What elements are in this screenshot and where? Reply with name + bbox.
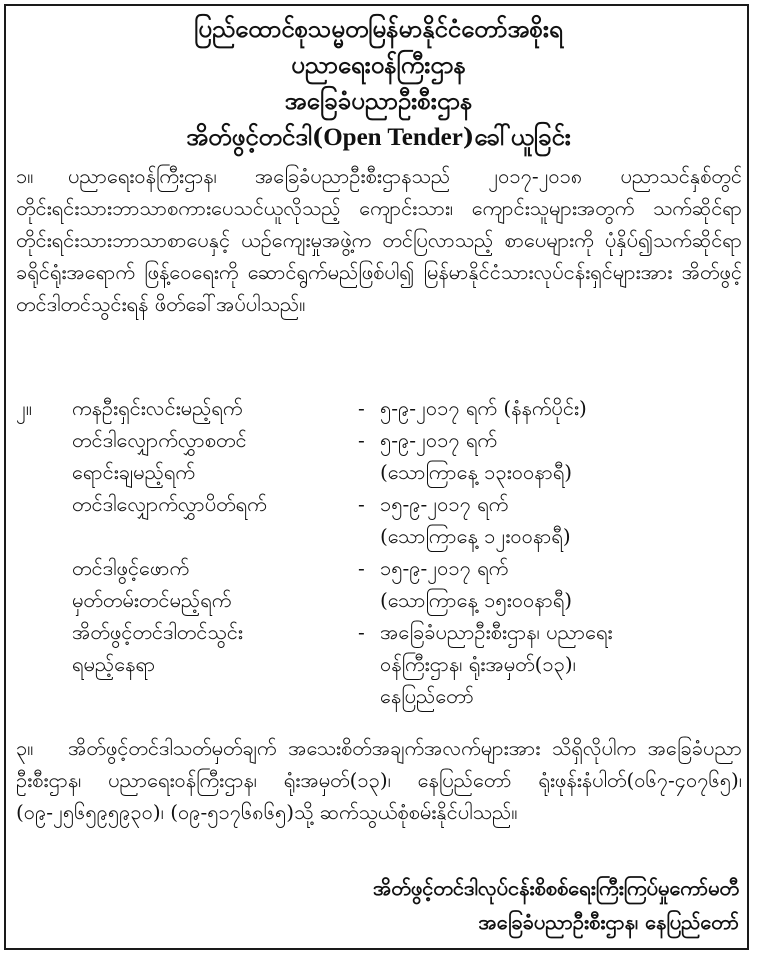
schedule-value-line: နေပြည်တော် <box>380 684 474 708</box>
header-government: ပြည်ထောင်စုသမ္မတမြန်မာနိုင်ငံတော်အစိုးရ <box>194 14 563 43</box>
schedule-label-line: တင်ဒါလျှောက်လွှာစတင် <box>72 428 247 452</box>
paragraph-3-text: အိတ်ဖွင့်တင်ဒါသတ်မှတ်ချက် အသေးစိတ်အချက်အလက်များအား သိရှိလိုပါက အခြေခံပညာဦးစီးဌာန၊ ပညာရေးဝန်ကြီးဌာန၊ ရုံးအမှတ်(၁၃)၊ နေပြည်တော် ရုံးဖုန်းနံပါတ်(၀၆၇-၄၀၇၆၅)၊ (၀၉-၂၅၆၅၉၅၉၃၀)၊ (၀၉-၅၁၇၆၈၆၅)သို့ ဆက်သွယ်စုံစမ်းနိုင်ပါသည်။ <box>16 736 742 824</box>
schedule-value <box>380 488 750 552</box>
schedule-label-line: အိတ်ဖွင့်တင်ဒါတင်သွင်း <box>72 620 243 644</box>
schedule-value-line: (သောကြာနေ့ ၁၃း၀၀နာရီ) <box>380 460 573 484</box>
notice-title <box>0 120 757 155</box>
schedule-dash: - <box>358 428 365 452</box>
paragraph-2-number: ၂။ <box>16 396 32 420</box>
schedule-dash: - <box>358 556 365 580</box>
header-department: အခြေခံပညာဦးစီးဌာန <box>284 86 473 115</box>
title-latin: Open Tender <box>323 124 463 151</box>
schedule-label-line: ရောင်းချမည့်ရက် <box>72 460 195 484</box>
schedule-label <box>72 424 354 488</box>
signature-department: အခြေခံပညာဦးစီးဌာန၊ နေပြည်တော် <box>478 910 739 934</box>
schedule-value <box>380 616 750 712</box>
schedule-label <box>72 488 354 520</box>
schedule-value-line: ၁၅-၉-၂၀၁၇ ရက် <box>380 556 509 580</box>
header-ministry: ပညာရေးဝန်ကြီးဌာန <box>291 50 466 79</box>
schedule-value-line: (သောကြာနေ့ ၁၅း၀၀နာရီ) <box>380 588 573 612</box>
paragraph-3-number: ၃။ <box>16 736 34 760</box>
schedule-label-line: ကနဦးရှင်းလင်းမည့်ရက် <box>72 396 243 420</box>
paragraph-1-text: ပညာရေးဝန်ကြီးဌာန၊ အခြေခံပညာဦးစီးဌာနသည် ၂၀၁၇-၂၀၁၈ ပညာသင်နှစ်တွင် တိုင်းရင်းသားဘာသာစကားပေသင်ယူလိုသည့် ကျောင်းသား၊ ကျောင်းသူများအတွက် သက်ဆိုင်ရာတိုင်းရင်းသားဘာသာစာပေနှင့် ယဉ်ကျေးမှုအဖွဲ့က တင်ပြလာသည့် စာပေများကို ပုံနှိပ်၍သက်ဆိုင်ရာခရိုင်ရုံးအရောက် ဖြန့်ဝေရေးကို ဆောင်ရွက်မည်ဖြစ်ပါ၍ မြန်မာနိုင်ငံသားလုပ်ငန်းရှင်များအား အိတ်ဖွင့်တင်ဒါတင်သွင်းရန် ဖိတ်ခေါ်အပ်ပါသည်။ <box>16 164 742 316</box>
paragraph-3 <box>16 732 742 828</box>
schedule-value-line: (သောကြာနေ့ ၁၂း၀၀နာရီ) <box>380 524 571 548</box>
schedule-value-line: ၅-၉-၂၀၁၇ ရက် <box>380 428 498 452</box>
schedule-dash: - <box>358 396 365 420</box>
schedule-value <box>380 392 750 424</box>
paragraph-1 <box>16 160 742 320</box>
schedule-label-line: တင်ဒါလျှောက်လွှာပိတ်ရက် <box>72 492 267 516</box>
schedule-value-line: ဝန်ကြီးဌာန၊ ရုံးအမှတ်(၁၃)၊ <box>380 652 576 676</box>
schedule-label <box>72 552 354 616</box>
schedule-value-line: ၅-၉-၂၀၁၇ ရက် (နံနက်ပိုင်း) <box>380 396 587 420</box>
schedule-value-line: ၁၅-၉-၂၀၁၇ ရက် <box>380 492 509 516</box>
schedule-dash: - <box>358 620 365 644</box>
title-suffix: )ခေါ်ယူခြင်း <box>462 122 571 151</box>
schedule-value-line: အခြေခံပညာဦးစီးဌာန၊ ပညာရေး <box>380 620 613 644</box>
schedule-label-line: မှတ်တမ်းတင်မည့်ရက် <box>72 588 232 612</box>
schedule-label <box>72 616 354 680</box>
schedule-label-line: တင်ဒါဖွင့်ဖောက် <box>72 556 190 580</box>
schedule-dash: - <box>358 492 365 516</box>
paragraph-1-number: ၁။ <box>16 164 34 188</box>
schedule-value <box>380 552 750 616</box>
schedule-label <box>72 392 354 424</box>
schedule-value <box>380 424 750 488</box>
signature-committee: အိတ်ဖွင့်တင်ဒါလုပ်ငန်းစိစစ်ရေးကြီးကြပ်မှုကော်မတီ <box>373 876 739 900</box>
title-prefix: အိတ်ဖွင့်တင်ဒါ( <box>186 122 324 151</box>
schedule-label-line: ရမည့်နေရာ <box>72 652 156 676</box>
